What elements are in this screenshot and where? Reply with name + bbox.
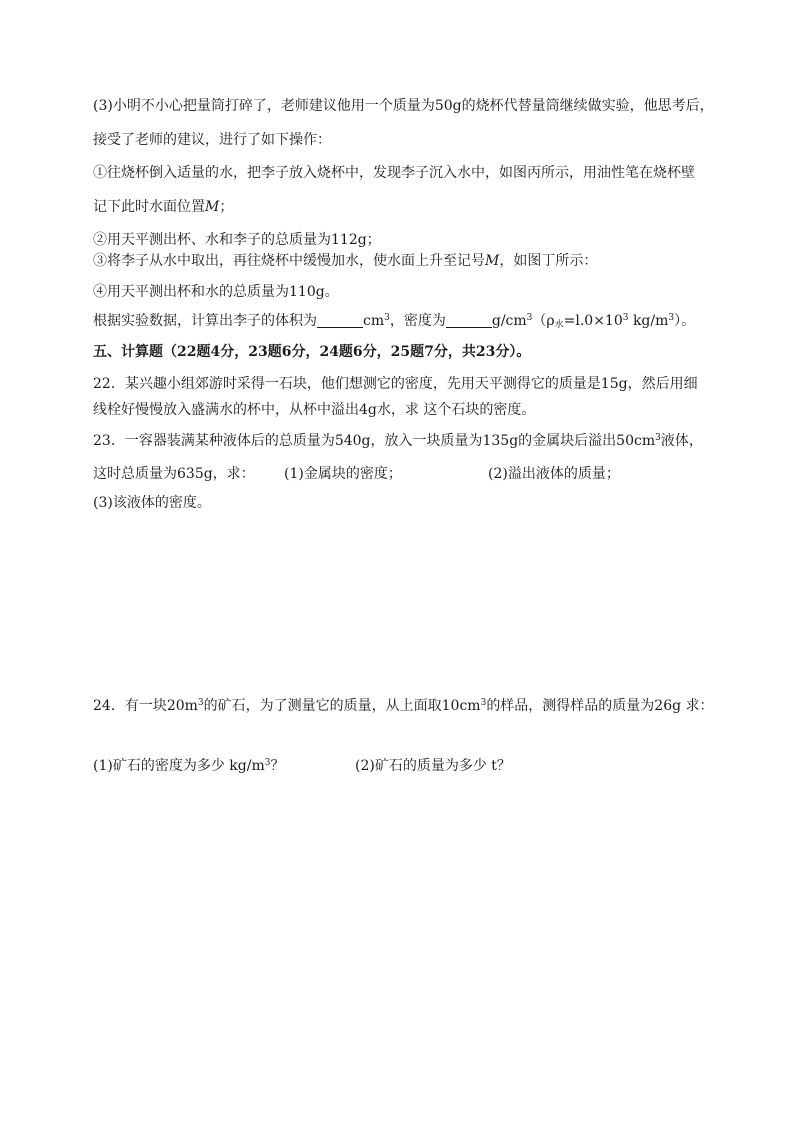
step3-end: ，如图丁所示： <box>499 253 598 269</box>
step3-text: ③将李子从水中取出，再往烧杯中缓慢加水，使水面上升至记号 <box>93 253 485 269</box>
q22-line-1: 22．某兴趣小组郊游时采得一石块，他们想测它的密度，先用天平测得它的质量是15g，然后用细 <box>93 376 698 392</box>
section-5-heading: 五、计算题（22题4分，23题6分，24题6分，25题7分，共23分）。 <box>93 344 531 360</box>
q23-intro: 这时总质量为635g，求： <box>93 466 255 482</box>
q24-text-a: 24．有一块20m <box>93 698 198 714</box>
exponent: 3 <box>384 313 390 323</box>
q23-text-b: 液体， <box>660 433 703 449</box>
result-text-f: ）。 <box>674 313 696 329</box>
var-M: M <box>205 199 220 215</box>
exponent: 3 <box>197 698 204 708</box>
q24-text-b: 的矿石，为了测量它的质量，从上面取10cm <box>203 698 481 714</box>
q21-step-2: ②用天平测出杯、水和李子的总质量为112g； <box>93 232 381 248</box>
result-text-d: =l.0×10 <box>563 313 623 329</box>
result-text-c: （ρ <box>532 313 555 329</box>
var-M: M <box>485 253 500 269</box>
q24-part-2: (2)矿石的质量为多少 t？ <box>355 758 511 774</box>
q21-line-2: 接受了老师的建议，进行了如下操作： <box>93 132 331 148</box>
q24-part-1-text: (1)矿石的密度为多少 kg/m <box>93 758 265 774</box>
q24-text-c: 的样品，测得样品的质量为26g 求： <box>486 698 714 714</box>
exponent: 3 <box>622 313 629 323</box>
q23-part-1: (1)金属块的密度； <box>284 466 402 482</box>
q21-result-line <box>93 312 695 330</box>
q23-part-2: (2)溢出液体的质量； <box>488 466 620 482</box>
step1b-end: ； <box>219 199 234 215</box>
q22-line-2: 线栓好慢慢放入盛满水的杯中，从杯中溢出4g水，求 这个石块的密度。 <box>93 402 536 418</box>
q24-part-1 <box>93 758 284 774</box>
result-text-e: kg/m <box>628 313 669 329</box>
q21-line-1: (3)小明不小心把量筒打碎了，老师建议他用一个质量为50g的烧杯代替量筒继续做实验，他思考后， <box>93 98 714 114</box>
subscript-water: 水 <box>554 320 564 330</box>
answer-blank-density[interactable] <box>446 313 492 328</box>
unit-gcm: g/cm <box>491 313 527 329</box>
exponent: 3 <box>264 758 271 768</box>
result-text-a: 根据实验数据，计算出李子的体积为 <box>93 313 317 329</box>
result-text-b: ，密度为 <box>389 313 446 329</box>
q21-step-1b <box>93 198 233 216</box>
q23-part-3: (3)该液体的密度。 <box>93 495 211 511</box>
q24-line-1 <box>93 697 714 715</box>
q23-text-a: 23．一容器装满某种液体后的总质量为540g，放入一块质量为135g的金属块后溢出50cm <box>93 433 656 449</box>
answer-blank-volume[interactable] <box>317 313 363 328</box>
q21-step-4: ④用天平测出杯和水的总质量为110g。 <box>93 284 339 300</box>
q21-step-3 <box>93 252 597 270</box>
unit-cm: cm <box>363 313 385 329</box>
exponent: 3 <box>480 698 487 708</box>
step1b-text: 记下此时水面位置 <box>93 199 205 215</box>
q23-line-2 <box>93 465 620 483</box>
q21-step-1a: ①往烧杯倒入适量的水，把李子放入烧杯中，发现李子沉入水中，如图丙所示，用油性笔在烧杯壁 <box>93 165 695 181</box>
exponent: 3 <box>668 313 675 323</box>
exponent: 3 <box>526 313 533 323</box>
q23-line-1 <box>93 432 703 450</box>
q24-part-1-end: ？ <box>270 758 285 774</box>
q24-line-2 <box>93 757 511 775</box>
exponent: 3 <box>655 433 661 443</box>
